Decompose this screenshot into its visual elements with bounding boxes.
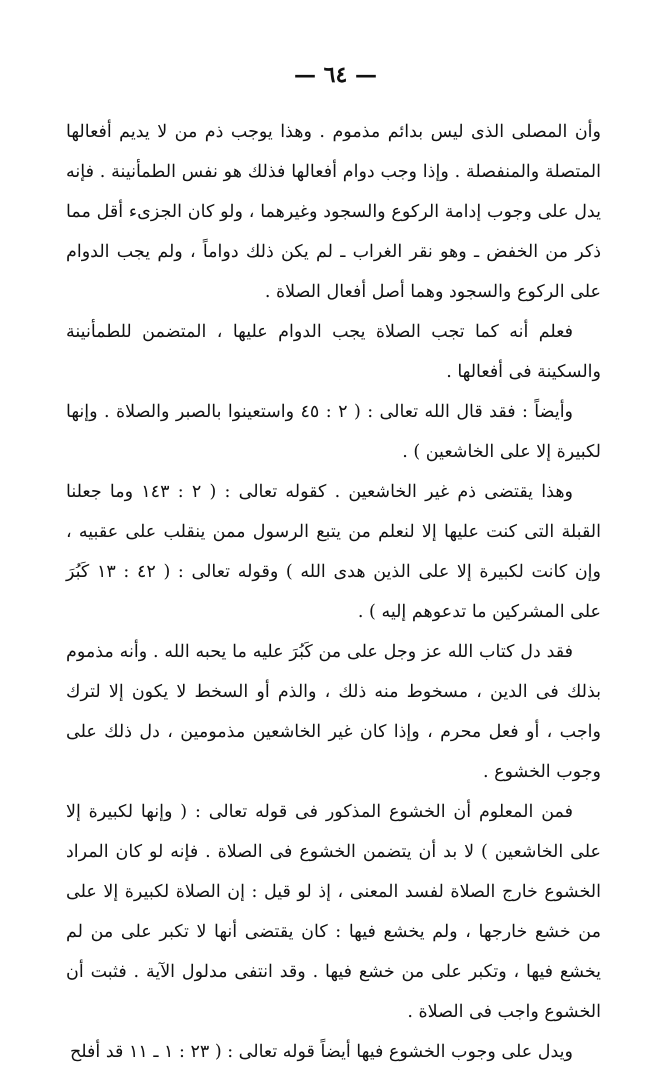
- page-number: — ٦٤ —: [294, 62, 377, 88]
- paragraph: وأن المصلى الذى ليس بدائم مذموم . وهذا يوجب ذم من لا يديم أفعالها المتصلة والمنفصلة . وإذا وجب دوام أفعالها فذلك هو نفس الطمأنينة . فإنه يدل على وجوب إدامة الركوع والسجود وغيرهما ، ولو كان الجزىء أقل مما ذكر من الخفض ـ وهو نقر الغراب ـ لم يكن ذلك دواماً ، ولم يجب الدوام على الركوع والسجود وهما أصل أفعال الصلاة .: [66, 122, 601, 302]
- paragraph: وهذا يقتضى ذم غير الخاشعين . كقوله تعالى : ( ٢ : ١٤٣ وما جعلنا القبلة التى كنت عليها إلا لنعلم من يتبع الرسول ممن ينقلب على عقبيه ، وإن كانت لكبيرة إلا على الذين هدى الله ) وقوله تعالى : ( ٤٢ : ١٣ كَبُرَ على المشركين ما تدعوهم إليه ) .: [66, 482, 601, 622]
- paragraph: فقد دل كتاب الله عز وجل على من كَبُرَ عليه ما يحبه الله . وأنه مذموم بذلك فى الدين ، مسخوط منه ذلك ، والذم أو السخط لا يكون إلا لترك واجب ، أو فعل محرم ، وإذا كان غير الخاشعين مذمومين ، دل ذلك على وجوب الخشوع .: [66, 642, 601, 782]
- page-text: [66, 112, 601, 1072]
- paragraph: وأيضاً : فقد قال الله تعالى : ( ٢ : ٤٥ واستعينوا بالصبر والصلاة . وإنها لكبيرة إلا على الخاشعين ) .: [66, 402, 601, 462]
- paragraph: فمن المعلوم أن الخشوع المذكور فى قوله تعالى : ( وإنها لكبيرة إلا على الخاشعين ) لا بد أن يتضمن الخشوع فى الصلاة . فإنه لو كان المراد الخشوع خارج الصلاة لفسد المعنى ، إذ لو قيل : إن الصلاة لكبيرة إلا على من خشع خارجها ، ولم يخشع فيها : كان يقتضى أنها لا تكبر على من لم يخشع فيها ، وتكبر على من خشع فيها . وقد انتفى مدلول الآية . فثبت أن الخشوع واجب فى الصلاة .: [66, 802, 601, 1022]
- paragraph: فعلم أنه كما تجب الصلاة يجب الدوام عليها ، المتضمن للطمأنينة والسكينة فى أفعالها .: [66, 322, 601, 382]
- paragraph: ويدل على وجوب الخشوع فيها أيضاً قوله تعالى : ( ٢٣ : ١ ـ ١١ قد أفلح: [69, 1042, 573, 1062]
